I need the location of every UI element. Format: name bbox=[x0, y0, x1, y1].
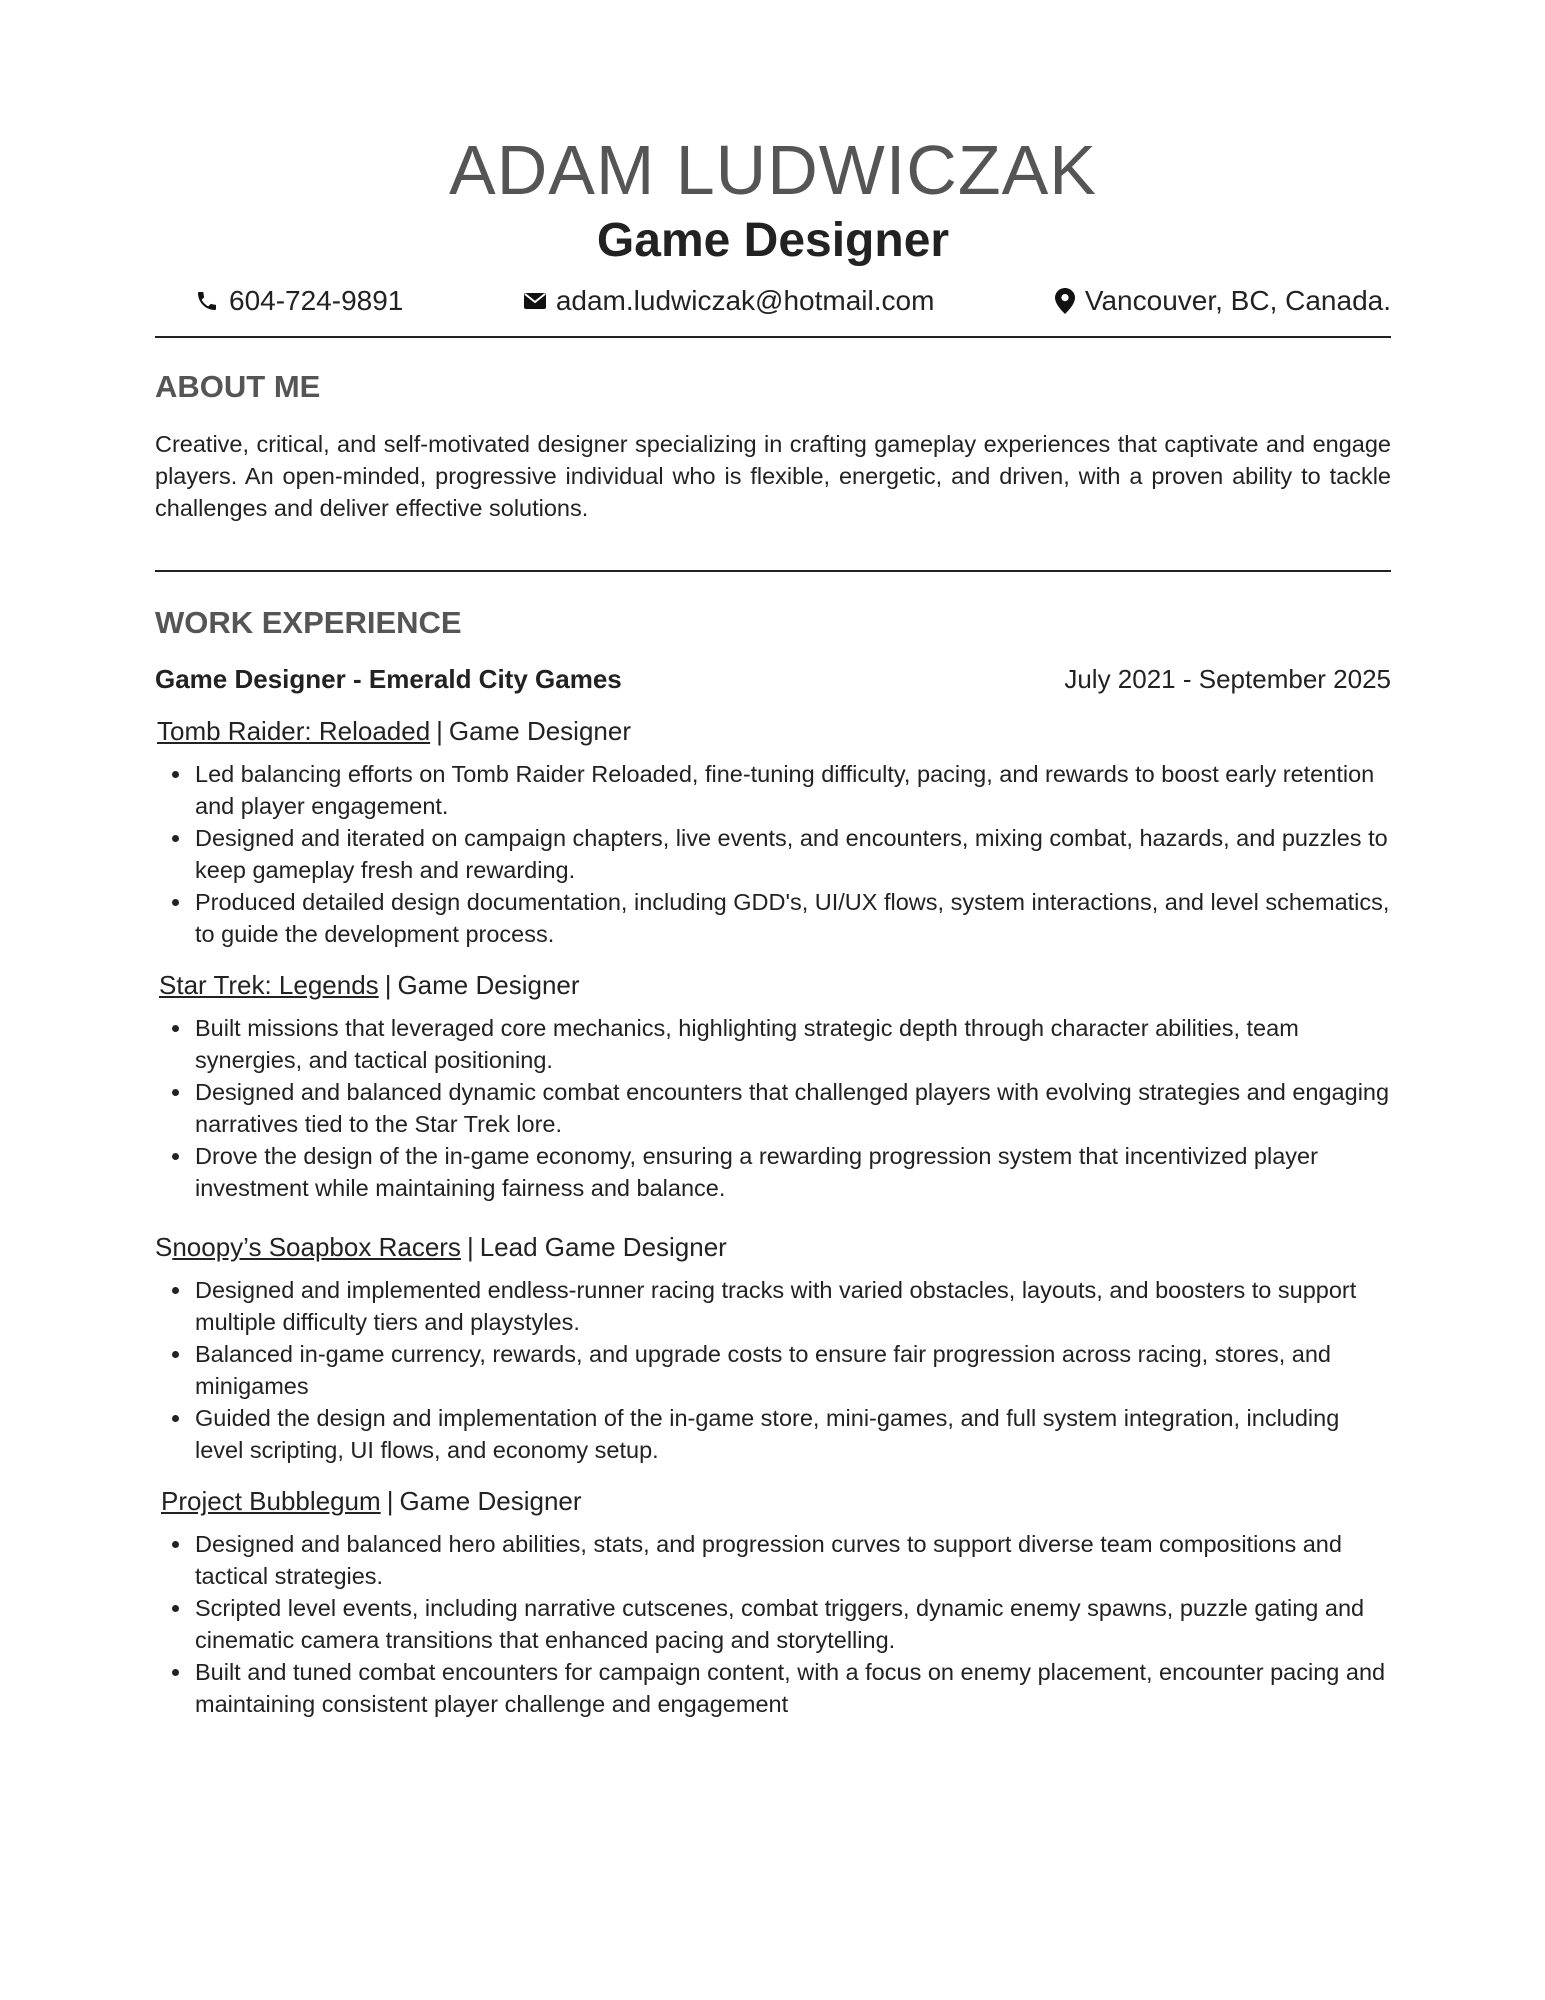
section-divider bbox=[155, 570, 1391, 572]
about-text: Creative, critical, and self-motivated designer specializing in crafting gameplay experiences that captivate and engage players. An open-minded, progressive individual who is flexible, energetic, and driven, with a proven ability to tackle challenges and deliver effective solutions. bbox=[155, 431, 1391, 521]
header-divider bbox=[155, 336, 1391, 338]
project-separator: | bbox=[466, 1232, 474, 1262]
list-item: • Drove the design of the in-game economy, ensuring a rewarding progression system that incentivized player investment while maintaining fairness and balance. bbox=[193, 1140, 1391, 1204]
contact-phone bbox=[195, 284, 403, 318]
project-heading bbox=[157, 714, 1391, 748]
list-item: • Designed and iterated on campaign chapters, live events, and encounters, mixing combat, hazards, and puzzles to keep gameplay fresh and rewarding. bbox=[193, 822, 1391, 886]
project-role: Game Designer bbox=[448, 716, 631, 746]
candidate-name: ADAM LUDWICZAK bbox=[449, 131, 1097, 209]
project-bullets bbox=[155, 758, 1391, 950]
list-item: • Built and tuned combat encounters for campaign content, with a focus on enemy placement, encounter pacing and maintaining consistent player challenge and engagement bbox=[193, 1656, 1391, 1720]
project-bullets bbox=[155, 1528, 1391, 1720]
list-item: • Produced detailed design documentation, including GDD's, UI/UX flows, system interactions, and level schematics, to guide the development process. bbox=[193, 886, 1391, 950]
list-item: • Designed and implemented endless-runner racing tracks with varied obstacles, layouts, and boosters to support multiple difficulty tiers and playstyles. bbox=[193, 1274, 1391, 1338]
job-title: Game Designer - Emerald City Games bbox=[155, 664, 622, 694]
candidate-role: Game Designer bbox=[596, 214, 950, 267]
project-separator: | bbox=[436, 716, 443, 746]
list-item: • Designed and balanced hero abilities, stats, and progression curves to support diverse team compositions and tactical strategies. bbox=[193, 1528, 1391, 1592]
project-role: Game Designer bbox=[397, 970, 580, 1000]
list-item: • Guided the design and implementation of the in-game store, mini-games, and full system integration, including level scripting, UI flows, and economy setup. bbox=[193, 1402, 1391, 1466]
project-role: Lead Game Designer bbox=[479, 1232, 727, 1262]
map-pin-icon bbox=[1055, 288, 1075, 314]
project-heading bbox=[161, 1484, 1391, 1518]
list-item: • Designed and balanced dynamic combat encounters that challenged players with evolving strategies and engaging narratives tied to the Star Trek lore. bbox=[193, 1076, 1391, 1140]
work-heading: WORK EXPERIENCE bbox=[155, 605, 462, 640]
list-item: • Led balancing efforts on Tomb Raider Reloaded, fine-tuning difficulty, pacing, and rewards to boost early retention and player engagement. bbox=[193, 758, 1391, 822]
project-name: Tomb Raider: Reloaded bbox=[157, 716, 431, 746]
project-separator: | bbox=[386, 1486, 394, 1516]
contact-bar bbox=[155, 284, 1391, 318]
project-heading bbox=[155, 1230, 1391, 1264]
list-item: • Balanced in-game currency, rewards, and upgrade costs to ensure fair progression across racing, stores, and minigames bbox=[193, 1338, 1391, 1402]
project-role: Game Designer bbox=[399, 1486, 582, 1516]
email-text: adam.ludwiczak@hotmail.com bbox=[555, 285, 935, 316]
project-bullets bbox=[155, 1012, 1391, 1204]
project-name-prefix: S bbox=[155, 1232, 173, 1262]
job-header bbox=[155, 662, 1391, 696]
mail-icon bbox=[524, 293, 546, 309]
about-heading: ABOUT ME bbox=[155, 369, 321, 404]
location-text: Vancouver, BC, Canada. bbox=[1084, 285, 1391, 316]
resume-page bbox=[155, 128, 1391, 1720]
list-item: • Built missions that leveraged core mechanics, highlighting strategic depth through character abilities, team synergies, and tactical positioning. bbox=[193, 1012, 1391, 1076]
phone-icon bbox=[195, 289, 219, 313]
contact-location bbox=[1055, 284, 1391, 318]
job-dates: July 2021 - September 2025 bbox=[1064, 664, 1391, 694]
project-name: noopy’s Soapbox Racers bbox=[172, 1232, 461, 1262]
project-bullets bbox=[155, 1274, 1391, 1466]
phone-text: 604-724-9891 bbox=[229, 285, 404, 316]
list-item: • Scripted level events, including narrative cutscenes, combat triggers, dynamic enemy spawns, puzzle gating and cinematic camera transitions that enhanced pacing and storytelling. bbox=[193, 1592, 1391, 1656]
contact-email bbox=[524, 284, 935, 318]
project-separator: | bbox=[384, 970, 392, 1000]
project-name: Star Trek: Legends bbox=[159, 970, 379, 1000]
project-heading bbox=[159, 968, 1391, 1002]
project-name: Project Bubblegum bbox=[161, 1486, 381, 1516]
